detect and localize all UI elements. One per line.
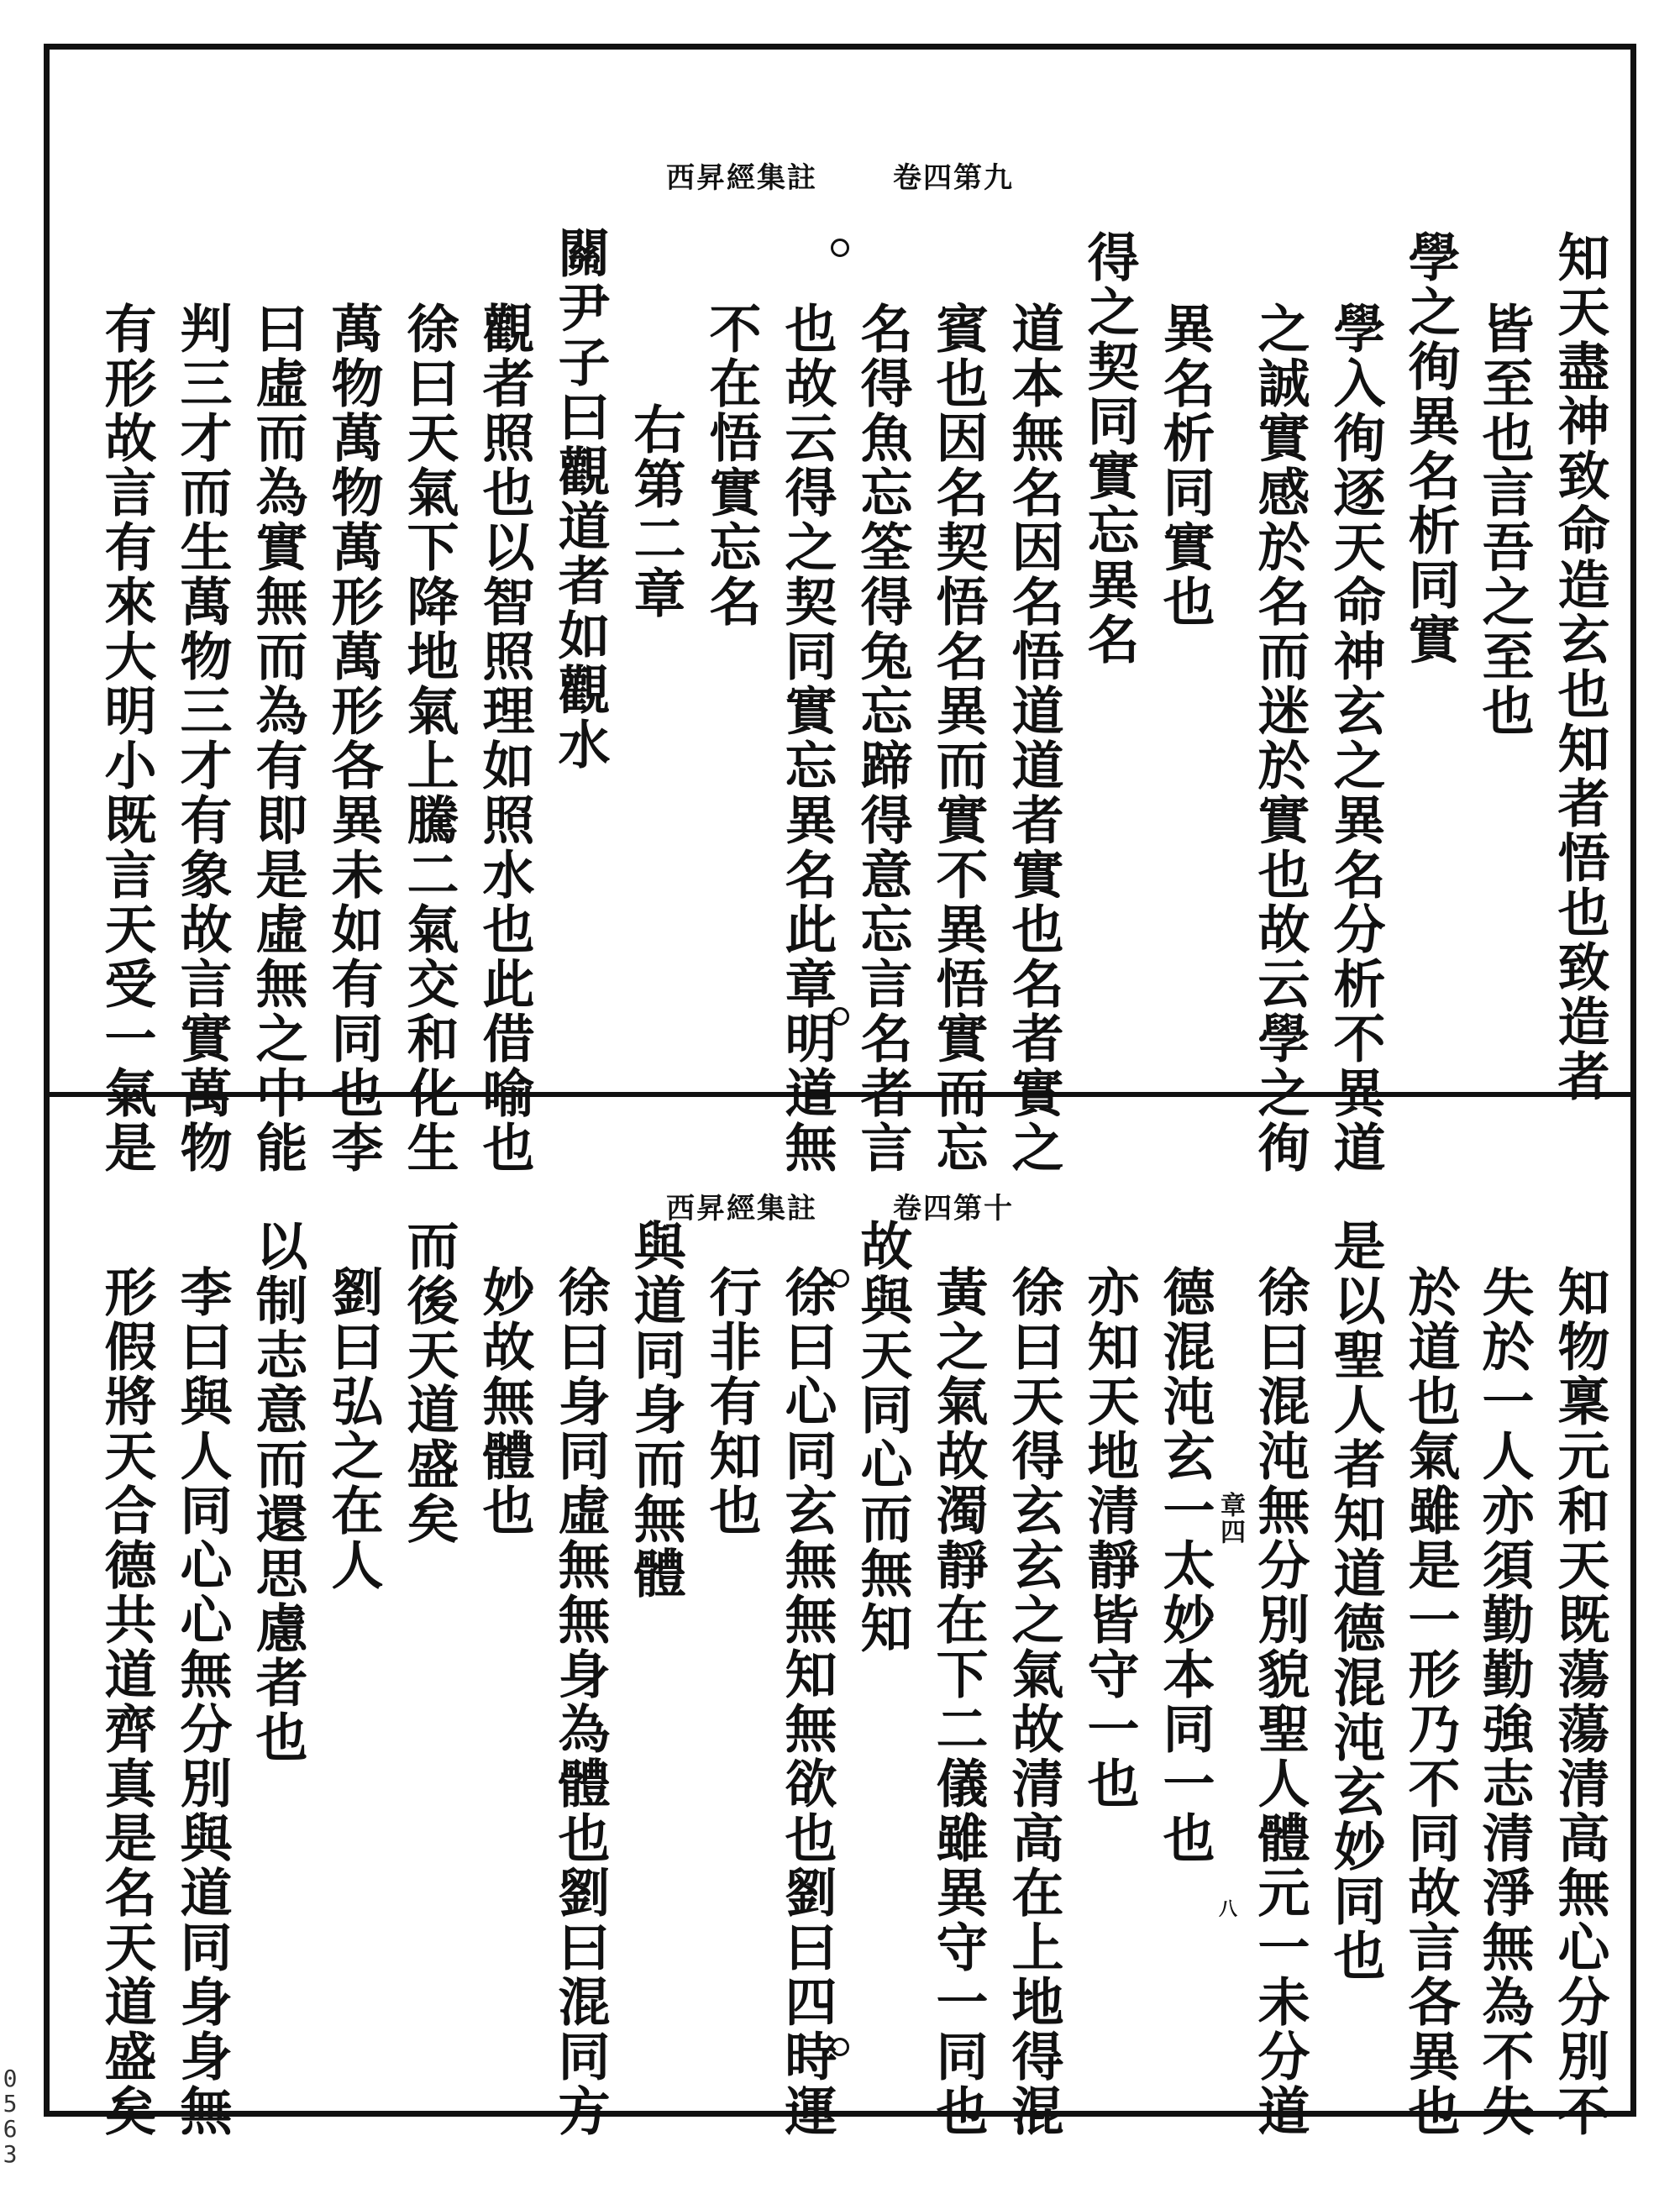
text-column: 曰虛而為實無而為有即是虛無之中能 (247, 302, 308, 1175)
top-header-book: 西昇經集註 (666, 161, 817, 195)
side-digit: 6 (3, 2115, 18, 2143)
text-column: 而後天道盛矣 (398, 1219, 459, 1546)
text-column: 關尹子曰觀道者如觀水 (549, 226, 611, 772)
top-header-volume: 卷四第九 (893, 161, 1014, 195)
text-column: 異名析同實也 (1154, 302, 1215, 629)
side-page-number (2, 2066, 18, 2167)
side-digit: 5 (3, 2090, 18, 2118)
text-column: 賓也因名契悟名異而實不異悟實而忘 (927, 302, 989, 1175)
text-column: 觀者照也以智照理如照水也此借喻也 (474, 302, 535, 1175)
text-column: 亦知天地清靜皆守一也 (1079, 1265, 1140, 1811)
punctuation-circle (831, 2038, 849, 2056)
text-column: 劉曰弘之在人 (323, 1265, 384, 1593)
text-column: 形假將天合德共道齊真是名天道盛矣 (96, 1265, 157, 2139)
bottom-header-book: 西昇經集註 (666, 1192, 817, 1225)
text-column: 知天盡神致命造玄也知者悟也致造者 (1549, 230, 1610, 1104)
text-column: 徐曰天得玄玄之氣故清高在上地得混 (1003, 1265, 1064, 2139)
side-digit: 0 (3, 2065, 18, 2092)
text-column: 徐曰心同玄無無知無欲也劉曰四時運 (776, 1265, 837, 2139)
text-column: 李曰與人同心心無分別與道同身身無 (171, 1265, 233, 2139)
text-column: 知物稟元和天既蕩蕩清高無心分別不 (1549, 1265, 1610, 2139)
text-column: 徐曰天氣下降地氣上騰二氣交和化生 (398, 302, 459, 1175)
text-column: 道本無名因名悟道道者實也名者實之 (1003, 302, 1064, 1175)
text-column: 徐曰身同虛無無身為體也劉曰混同方 (549, 1265, 611, 2139)
text-column: 行非有知也 (701, 1265, 762, 1538)
text-column: 學之徇異名析同實 (1399, 230, 1461, 667)
text-column: 德混沌玄一太妙本同一也 (1154, 1265, 1215, 1866)
text-column: 失於一人亦須勤勤強志清淨無為不失 (1473, 1265, 1535, 2139)
text-column: 是以聖人者知道德混沌玄妙同也 (1325, 1219, 1386, 1983)
text-column: 於道也氣雖是一形乃不同故言各異也 (1399, 1265, 1461, 2139)
text-column: 也故云得之契同實忘異名此章明道無 (776, 302, 837, 1175)
marginal-chapter-label: 章四 (1215, 1492, 1245, 1546)
text-column: 與道同身而無體 (625, 1219, 686, 1601)
text-column: 萬物萬物萬形萬形各異未如有同也李 (323, 302, 384, 1175)
text-column: 妙故無體也 (474, 1265, 535, 1538)
punctuation-circle (831, 239, 849, 257)
text-column: 判三才而生萬物三才有象故言實萬物 (171, 302, 233, 1175)
text-column: 黃之氣故濁靜在下二儀雖異守一同也 (927, 1265, 989, 2139)
bottom-header-volume: 卷四第十 (893, 1192, 1014, 1225)
text-column: 學入徇逐天命神玄之異名分析不異道 (1325, 302, 1386, 1175)
text-column: 有形故言有來大明小既言天受一氣是 (96, 302, 157, 1175)
top-panel (50, 50, 1630, 1175)
bottom-panel (50, 1097, 1630, 2139)
text-column: 得之契同實忘異名 (1079, 230, 1140, 667)
punctuation-circle (831, 1007, 849, 1026)
punctuation-circle (831, 1269, 849, 1288)
text-column: 之誠實感於名而迷於實也故云學之徇 (1249, 302, 1310, 1175)
side-digit: 3 (3, 2140, 18, 2168)
page-number: 八 (1219, 1898, 1238, 1920)
top-running-header (50, 155, 1630, 196)
text-column: 徐曰混沌無分別貌聖人體元一未分道 (1249, 1265, 1310, 2139)
text-column: 故與天同心而無知 (852, 1219, 913, 1656)
section-heading: 右第二章 (625, 402, 686, 621)
text-column: 名得魚忘筌得兔忘蹄得意忘言名者言 (852, 302, 913, 1175)
text-column: 不在悟實忘名 (701, 302, 762, 629)
text-column: 以制志意而還思慮者也 (247, 1219, 308, 1765)
text-column: 皆至也言吾之至也 (1473, 302, 1535, 738)
